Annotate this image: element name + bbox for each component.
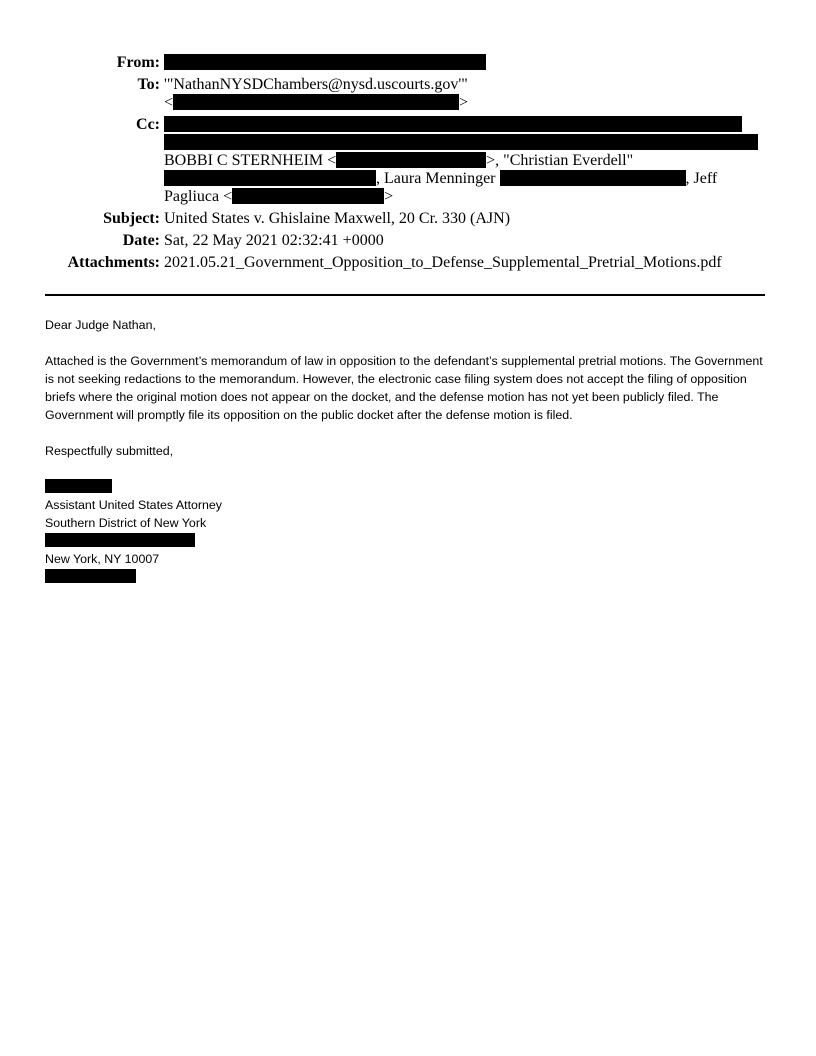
signer-city: New York, NY 10007 (45, 552, 160, 566)
signer-office: Southern District of New York (45, 516, 207, 530)
subject-value: United States v. Ghislaine Maxwell, 20 Cr. 330 (AJN) (164, 210, 511, 227)
redacted-cc-line-2 (164, 134, 758, 150)
redacted-cc-address (232, 188, 384, 204)
date-label: Date: (122, 232, 160, 249)
redacted-phone (45, 569, 136, 583)
signature-block (45, 478, 767, 586)
header-divider (45, 294, 765, 296)
redacted-cc-address (336, 152, 486, 168)
redacted-street-address (45, 533, 195, 547)
to-label: To: (137, 76, 160, 93)
redacted-cc-address (164, 170, 376, 186)
closing: Respectfully submitted, (45, 444, 174, 458)
cc-label: Cc: (136, 116, 160, 133)
to-value: '"NathanNYSDChambers@nysd.uscourts.gov'" (164, 76, 468, 93)
subject-label: Subject: (103, 210, 160, 227)
message-body (45, 316, 767, 586)
redacted-signer-name (45, 479, 112, 493)
redacted-sender (164, 54, 486, 70)
from-label: From: (116, 54, 160, 71)
date-value: Sat, 22 May 2021 02:32:41 +0000 (164, 232, 384, 249)
attachments-label: Attachments: (67, 254, 160, 271)
redacted-cc-address (500, 170, 686, 186)
signer-title: Assistant United States Attorney (45, 498, 223, 512)
redacted-to-address (173, 94, 459, 110)
attachment-filename: 2021.05.21_Government_Opposition_to_Defense_Supplemental_Pretrial_Motions.pdf (164, 254, 722, 271)
redacted-cc-line-1 (164, 116, 742, 132)
greeting: Dear Judge Nathan, (45, 318, 156, 332)
message-paragraph: Attached is the Government’s memorandum of law in opposition to the defendant’s supplemental pretrial motions. The Government is not seeking redactions to the memorandum. However, the electronic case filing system does not accept the filing of opposition briefs where the original motion does not appear on the docket, and the defense motion has not yet been publicly filed. The Government will promptly file its opposition on the public docket after the defense motion is filed. (45, 354, 763, 422)
